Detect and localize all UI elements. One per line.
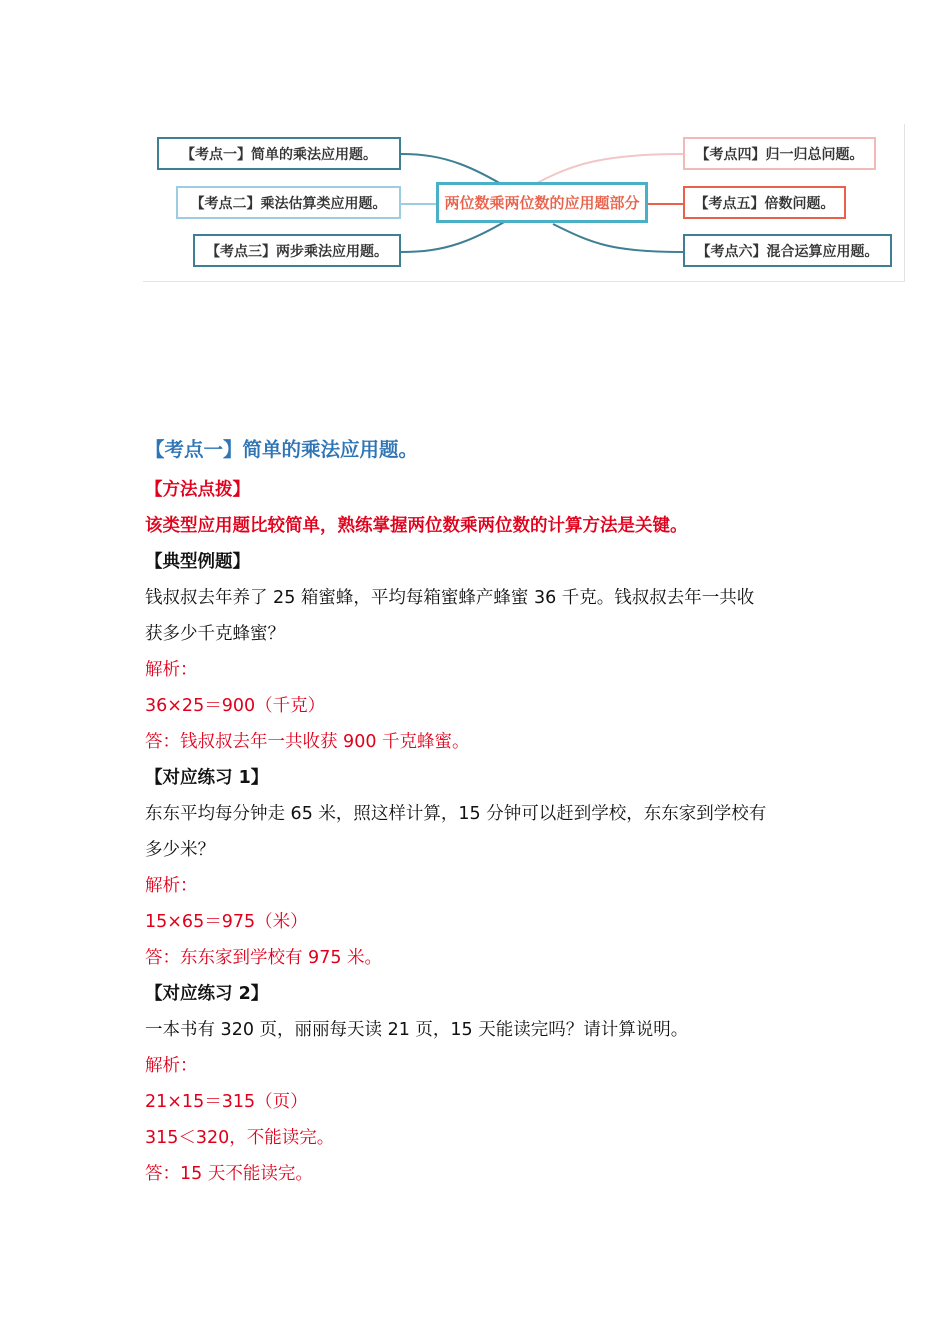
practice1-question-line1: 东东平均每分钟走 65 米，照这样计算，15 分钟可以赶到学校，东东家到学校有 — [145, 804, 767, 824]
practice1-calc: 15×65＝975（米） — [145, 912, 308, 932]
mindmap-node-kaodian-4: 【考点四】归一归总问题。 — [683, 137, 876, 170]
mindmap-node-kaodian-3: 【考点三】两步乘法应用题。 — [193, 234, 401, 267]
connector-right-3 — [553, 224, 683, 252]
mind-map — [143, 124, 905, 282]
practice1-heading: 【对应练习 1】 — [145, 768, 269, 788]
practice1-answer: 答：东东家到学校有 975 米。 — [145, 948, 383, 968]
example-question-line1: 钱叔叔去年养了 25 箱蜜蜂，平均每箱蜜蜂产蜂蜜 36 千克。钱叔叔去年一共收 — [145, 588, 755, 608]
practice2-calc: 21×15＝315（页） — [145, 1092, 308, 1112]
example-heading: 【典型例题】 — [145, 552, 250, 572]
practice2-compare: 315＜320，不能读完。 — [145, 1128, 335, 1148]
example-calc: 36×25＝900（千克） — [145, 696, 326, 716]
mindmap-node-kaodian-6: 【考点六】混合运算应用题。 — [683, 234, 892, 267]
practice1-analysis-label: 解析： — [145, 876, 198, 896]
section-title: 【考点一】简单的乘法应用题。 — [145, 438, 419, 461]
mindmap-node-kaodian-1: 【考点一】简单的乘法应用题。 — [157, 137, 401, 170]
mindmap-center-node: 两位数乘两位数的应用题部分 — [436, 182, 648, 223]
method-text: 该类型应用题比较简单，熟练掌握两位数乘两位数的计算方法是关键。 — [145, 516, 688, 536]
connector-right-1 — [535, 154, 683, 184]
section-content — [145, 430, 825, 1192]
practice2-analysis-label: 解析： — [145, 1056, 198, 1076]
practice2-question: 一本书有 320 页，丽丽每天读 21 页，15 天能读完吗？请计算说明。 — [145, 1020, 689, 1040]
practice2-heading: 【对应练习 2】 — [145, 984, 269, 1004]
mindmap-node-kaodian-2: 【考点二】乘法估算类应用题。 — [176, 186, 401, 219]
method-heading: 【方法点拨】 — [145, 480, 250, 500]
example-question-line2: 获多少千克蜂蜜？ — [145, 624, 285, 644]
practice2-answer: 答：15 天不能读完。 — [145, 1164, 313, 1184]
example-analysis-label: 解析： — [145, 660, 198, 680]
mindmap-node-kaodian-5: 【考点五】倍数问题。 — [683, 186, 846, 219]
practice1-question-line2: 多少米？ — [145, 840, 215, 860]
example-answer: 答：钱叔叔去年一共收获 900 千克蜂蜜。 — [145, 732, 470, 752]
